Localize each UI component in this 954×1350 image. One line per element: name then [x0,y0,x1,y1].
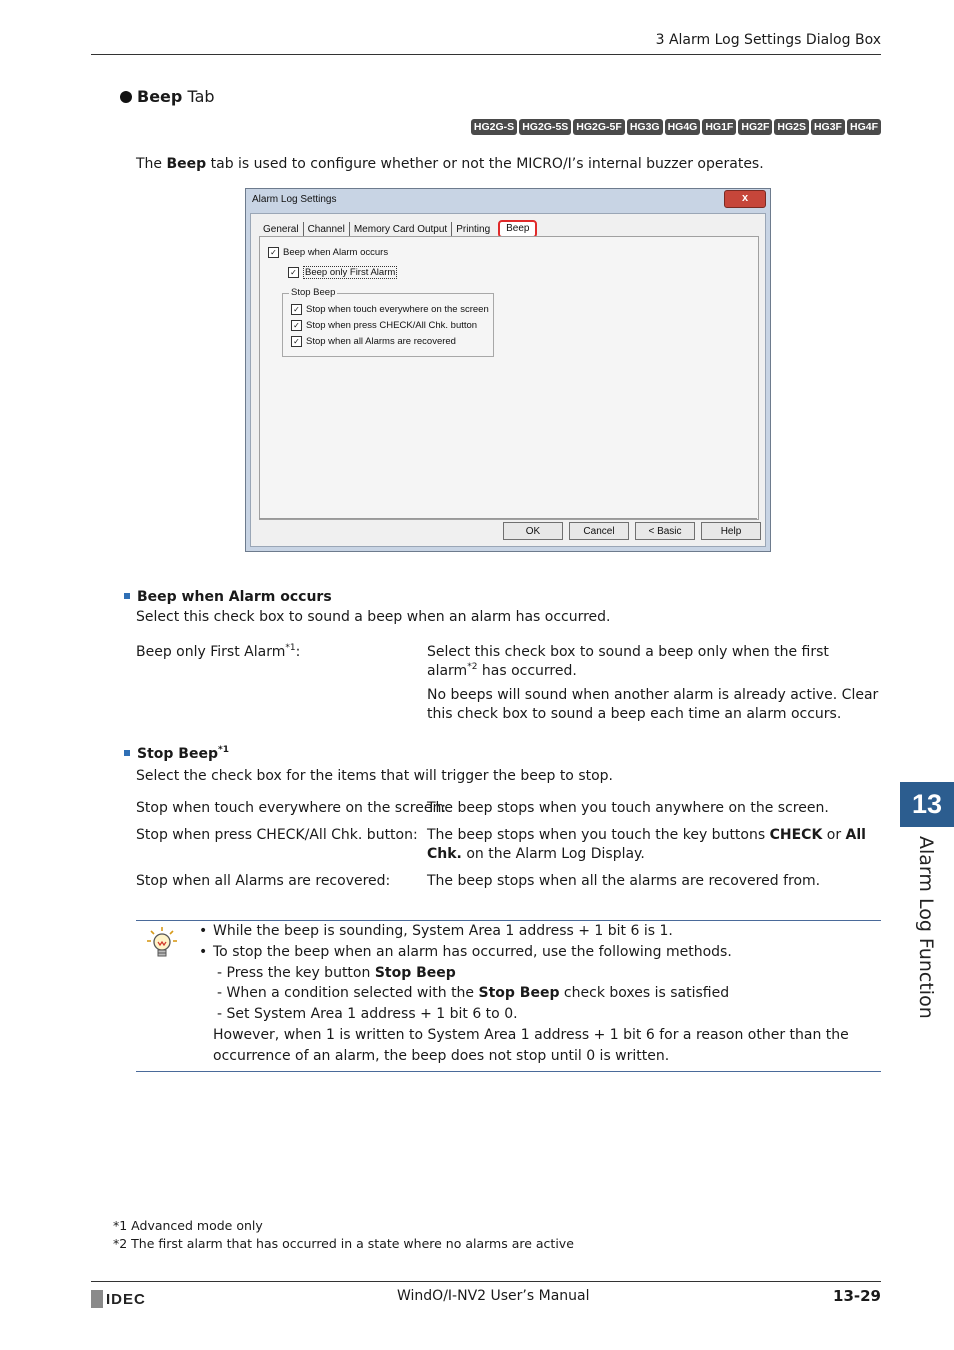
tab-printing[interactable]: Printing [456,224,491,235]
note-method [199,963,881,984]
note-tail: However, when 1 is written to System Area 1 address + 1 bit 6 for a reason other than the occurrence of an alarm, the beep does not stop until 0 is written. [213,1026,849,1064]
stop-touch-label: Stop when touch everywhere on the screen: [136,800,447,816]
tab-general[interactable]: General [259,222,304,238]
method-text: check boxes is satisfied [559,985,730,1002]
model-badge: HG2F [738,119,772,135]
beep-when-alarm-checkbox[interactable] [268,247,388,258]
stop-press-label: Stop when press CHECK/All Chk. button: [136,827,418,843]
beep-panel [259,236,759,520]
note-content [199,921,881,1067]
tab-beep[interactable]: Beep [498,220,537,238]
stop-all-desc: The beep stops when all the alarms are recovered from. [427,873,821,889]
stop-press-desc [427,826,881,864]
lightbulb-icon [146,926,178,960]
running-header: 3 Alarm Log Settings Dialog Box [655,32,881,48]
close-button[interactable]: x [724,190,766,208]
model-badge: HG2S [774,119,809,135]
stop-touch-checkbox[interactable] [291,304,489,315]
method-bold: Stop Beep [374,964,456,981]
intro-paragraph [136,155,764,174]
tab-channel[interactable]: Channel [304,222,350,238]
logo-text: IDEC [106,1290,146,1308]
dialog-body [250,213,766,547]
model-badge: HG3F [811,119,845,135]
desc-text: has occurred. [477,663,577,679]
tab-memory-card-output[interactable]: Memory Card Output [350,222,452,238]
checkbox-label: Beep only First Alarm [305,267,396,278]
checkbox-checked-icon: ✓ [288,267,299,278]
dialog-title: Alarm Log Settings [252,194,337,205]
footnote-ref: *1 [217,745,229,755]
method-text: - When a condition selected with the [217,985,479,1002]
desc-text: Select this check box to sound a beep only when the first alarm [427,644,829,679]
header-rule [91,54,881,55]
desc-bold: CHECK [769,827,823,843]
footnote-ref: *1 [285,643,296,653]
label-text: Beep only First Alarm [136,644,286,660]
heading-text: Stop Beep [137,746,218,762]
checkbox-checked-icon: ✓ [268,247,279,258]
note-method [199,983,881,1004]
alarm-log-settings-dialog [245,188,771,552]
help-button[interactable]: Help [701,522,761,540]
model-badge: HG2G-5F [573,119,625,135]
desc-text: or [822,827,846,843]
checkbox-label: Stop when touch everywhere on the screen [306,304,489,315]
bullet-dot-icon [120,91,132,103]
checkbox-checked-icon: ✓ [291,320,302,331]
stop-beep-heading [124,746,229,762]
stop-press-checkbox[interactable] [291,320,477,331]
manual-title: WindO/I-NV2 User’s Manual [397,1288,590,1304]
square-bullet-icon [124,593,130,599]
checkbox-checked-icon: ✓ [291,336,302,347]
group-label: Stop Beep [291,287,336,298]
intro-bold: Beep [166,156,207,172]
model-badge: HG4F [847,119,881,135]
footer-rule [91,1281,881,1282]
basic-button[interactable]: < Basic [635,522,695,540]
intro-post: tab is used to configure whether or not the MICRO/I’s internal buzzer operates. [206,156,764,172]
heading-text: Beep when Alarm occurs [137,589,332,605]
footnote-ref: *2 [467,662,478,672]
model-badge: HG2G-5S [519,119,571,135]
beep-first-desc [427,643,881,681]
footnote-2: *2 The first alarm that has occurred in a state where no alarms are active [113,1236,574,1251]
section-title [120,87,215,106]
model-badge: HG3G [627,119,663,135]
stop-all-recovered-checkbox[interactable] [291,336,456,347]
beep-when-heading [124,589,332,605]
checkbox-label: Stop when press CHECK/All Chk. button [306,320,478,331]
model-badge: HG1F [702,119,736,135]
stop-touch-desc: The beep stops when you touch anywhere on the screen. [427,800,829,816]
checkbox-label: Stop when all Alarms are recovered [306,336,456,347]
label-colon: : [295,644,301,660]
stop-all-label: Stop when all Alarms are recovered: [136,873,391,889]
beep-when-text: Select this check box to sound a beep when an alarm has occurred. [136,609,611,625]
square-bullet-icon [124,750,130,756]
cancel-button[interactable]: Cancel [569,522,629,540]
page-number: 13-29 [833,1287,881,1305]
note-method: - Set System Area 1 address + 1 bit 6 to 0. [217,1006,518,1023]
note-item: • While the beep is sounding, System Area 1 address + 1 bit 6 is 1. [199,921,881,942]
method-text: - Press the key button [217,964,375,981]
beep-first-desc-2: No beeps will sound when another alarm is already active. Clear this check box to sound a beep each time an alarm occurs. [427,687,879,722]
footnote-1: *1 Advanced mode only [113,1218,263,1233]
beep-first-label [136,643,300,662]
beep-first-alarm-checkbox[interactable] [288,266,397,279]
note-item: • To stop the beep when an alarm has occurred, use the following methods. [199,942,881,963]
section-title-rest: Tab [182,87,215,106]
note-rule-bottom [136,1071,881,1072]
model-badges [471,119,881,135]
model-badge: HG4G [665,119,701,135]
chapter-label: Alarm Log Function [915,836,937,1019]
desc-text: The beep stops when you touch the key buttons [427,827,770,843]
chapter-number-tab: 13 [900,782,954,827]
idec-logo [91,1290,146,1308]
checkbox-label: Beep when Alarm occurs [283,247,389,258]
checkbox-checked-icon: ✓ [291,304,302,315]
model-badge: HG2G-S [471,119,517,135]
ok-button[interactable]: OK [503,522,563,540]
stop-beep-text: Select the check box for the items that will trigger the beep to stop. [136,768,614,784]
desc-bold: All Chk. [427,827,866,862]
intro-pre: The [136,156,167,172]
section-title-bold: Beep [137,87,183,106]
dialog-separator [259,518,757,519]
method-bold: Stop Beep [478,985,560,1002]
stop-beep-group [282,287,494,357]
logo-mark-icon [91,1290,103,1308]
desc-text: on the Alarm Log Display. [461,846,645,862]
